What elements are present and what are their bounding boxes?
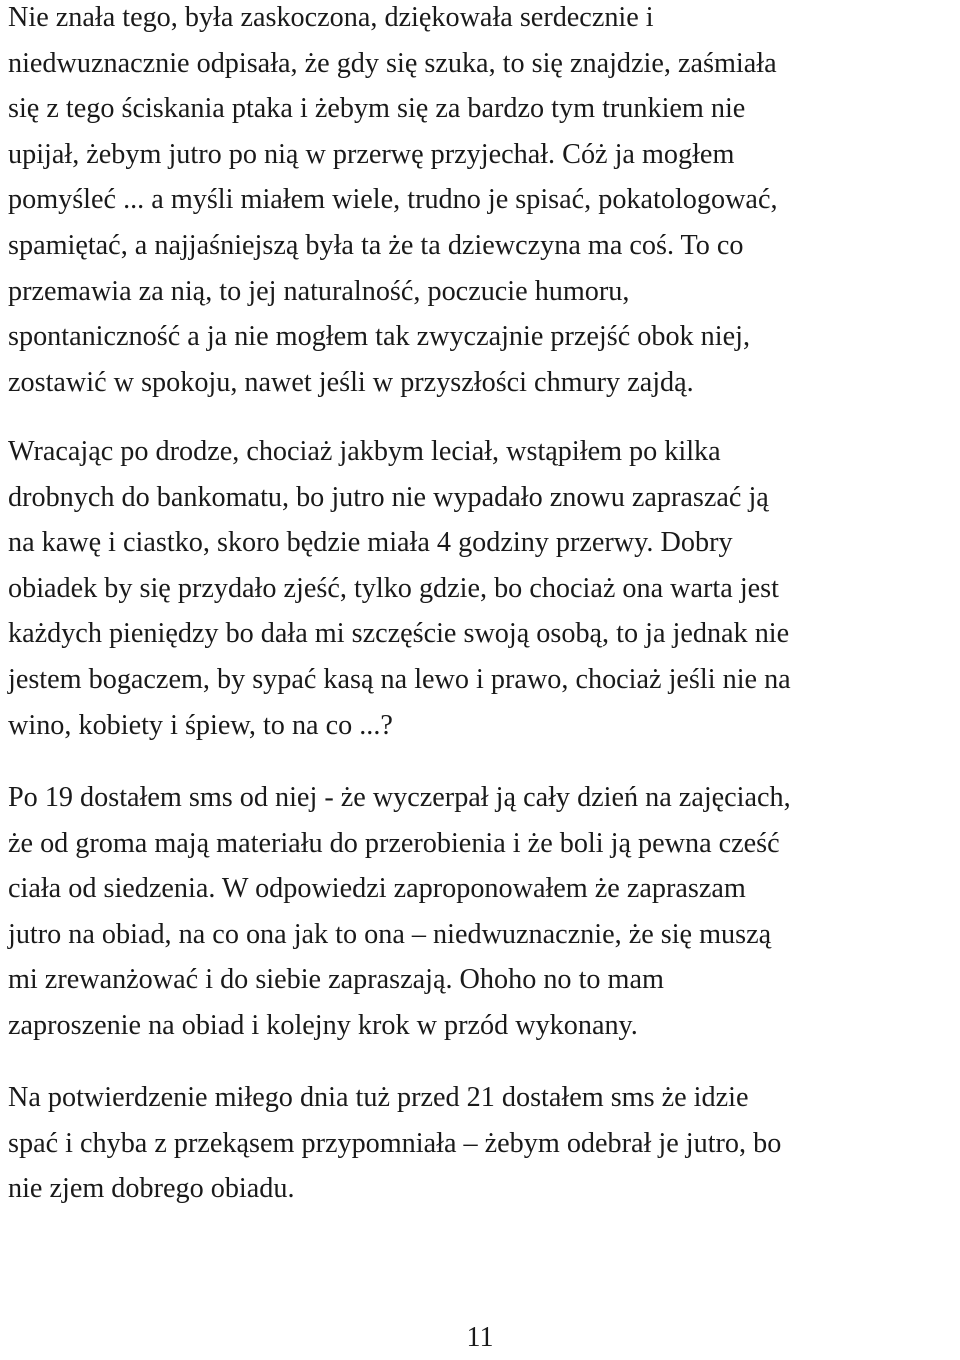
text-line: każdych pieniędzy bo dała mi szczęście swoją osobą, to ja jednak nie	[8, 618, 790, 650]
text-line: że od groma mają materiału do przerobienia i że boli ją pewna cześć	[8, 827, 780, 859]
text-line: niedwuznacznie odpisała, że gdy się szuka, to się znajdzie, zaśmiała	[8, 47, 777, 79]
text-line: ciała od siedzenia. W odpowiedzi zaproponowałem że zapraszam	[8, 873, 746, 905]
text-line: spontaniczność a ja nie mogłem tak zwyczajnie przejść obok niej,	[8, 321, 751, 353]
text-line: Na potwierdzenie miłego dnia tuż przed 21 dostałem sms że idzie	[8, 1082, 749, 1113]
text-line: wino, kobiety i śpiew, to na co ...?	[8, 709, 393, 741]
paragraph-1	[8, 0, 778, 405]
text-line: spać i chyba z przekąsem przypomniała – żebym odebrał je jutro, bo	[8, 1127, 782, 1159]
text-line: Nie znała tego, była zaskoczona, dziękowała serdecznie i	[8, 2, 654, 33]
text-line: zaproszenie na obiad i kolejny krok w przód wykonany.	[8, 1009, 638, 1041]
paragraph-4	[8, 1075, 781, 1212]
text-line: jestem bogaczem, by sypać kasą na lewo i prawo, chociaż jeśli nie na	[8, 663, 791, 695]
paragraph-3	[8, 775, 791, 1049]
text-line: drobnych do bankomatu, bo jutro nie wypadało znowu zapraszać ją	[8, 481, 769, 513]
text-line: przemawia za nią, to jej naturalność, poczucie humoru,	[8, 275, 630, 307]
text-line: się z tego ściskania ptaka i żebym się za bardzo tym trunkiem nie	[8, 93, 746, 125]
text-line: spamiętać, a najjaśniejszą była ta że ta dziewczyna ma coś. To co	[8, 229, 744, 261]
text-line: obiadek by się przydało zjeść, tylko gdzie, bo chociaż ona warta jest	[8, 572, 779, 604]
paragraph-2	[8, 429, 791, 748]
text-line: na kawę i ciastko, skoro będzie miała 4 godziny przerwy. Dobry	[8, 527, 733, 559]
text-line: mi zrewanżować i do siebie zapraszają. Ohoho no to mam	[8, 964, 664, 996]
text-line: jutro na obiad, na co ona jak to ona – niedwuznacznie, że się muszą	[8, 918, 772, 950]
text-line: pomyśleć ... a myśli miałem wiele, trudno je spisać, pokatologować,	[8, 184, 778, 216]
text-line: upijał, żebym jutro po nią w przerwę przyjechał. Cóż ja mogłem	[8, 138, 735, 170]
text-line: nie zjem dobrego obiadu.	[8, 1173, 295, 1205]
text-line: zostawić w spokoju, nawet jeśli w przyszłości chmury zajdą.	[8, 366, 694, 398]
text-line: Wracając po drodze, chociaż jakbym leciał, wstąpiłem po kilka	[8, 436, 721, 467]
page-number: 11	[466, 1322, 494, 1353]
text-line: Po 19 dostałem sms od niej - że wyczerpał ją cały dzień na zajęciach,	[8, 782, 791, 813]
